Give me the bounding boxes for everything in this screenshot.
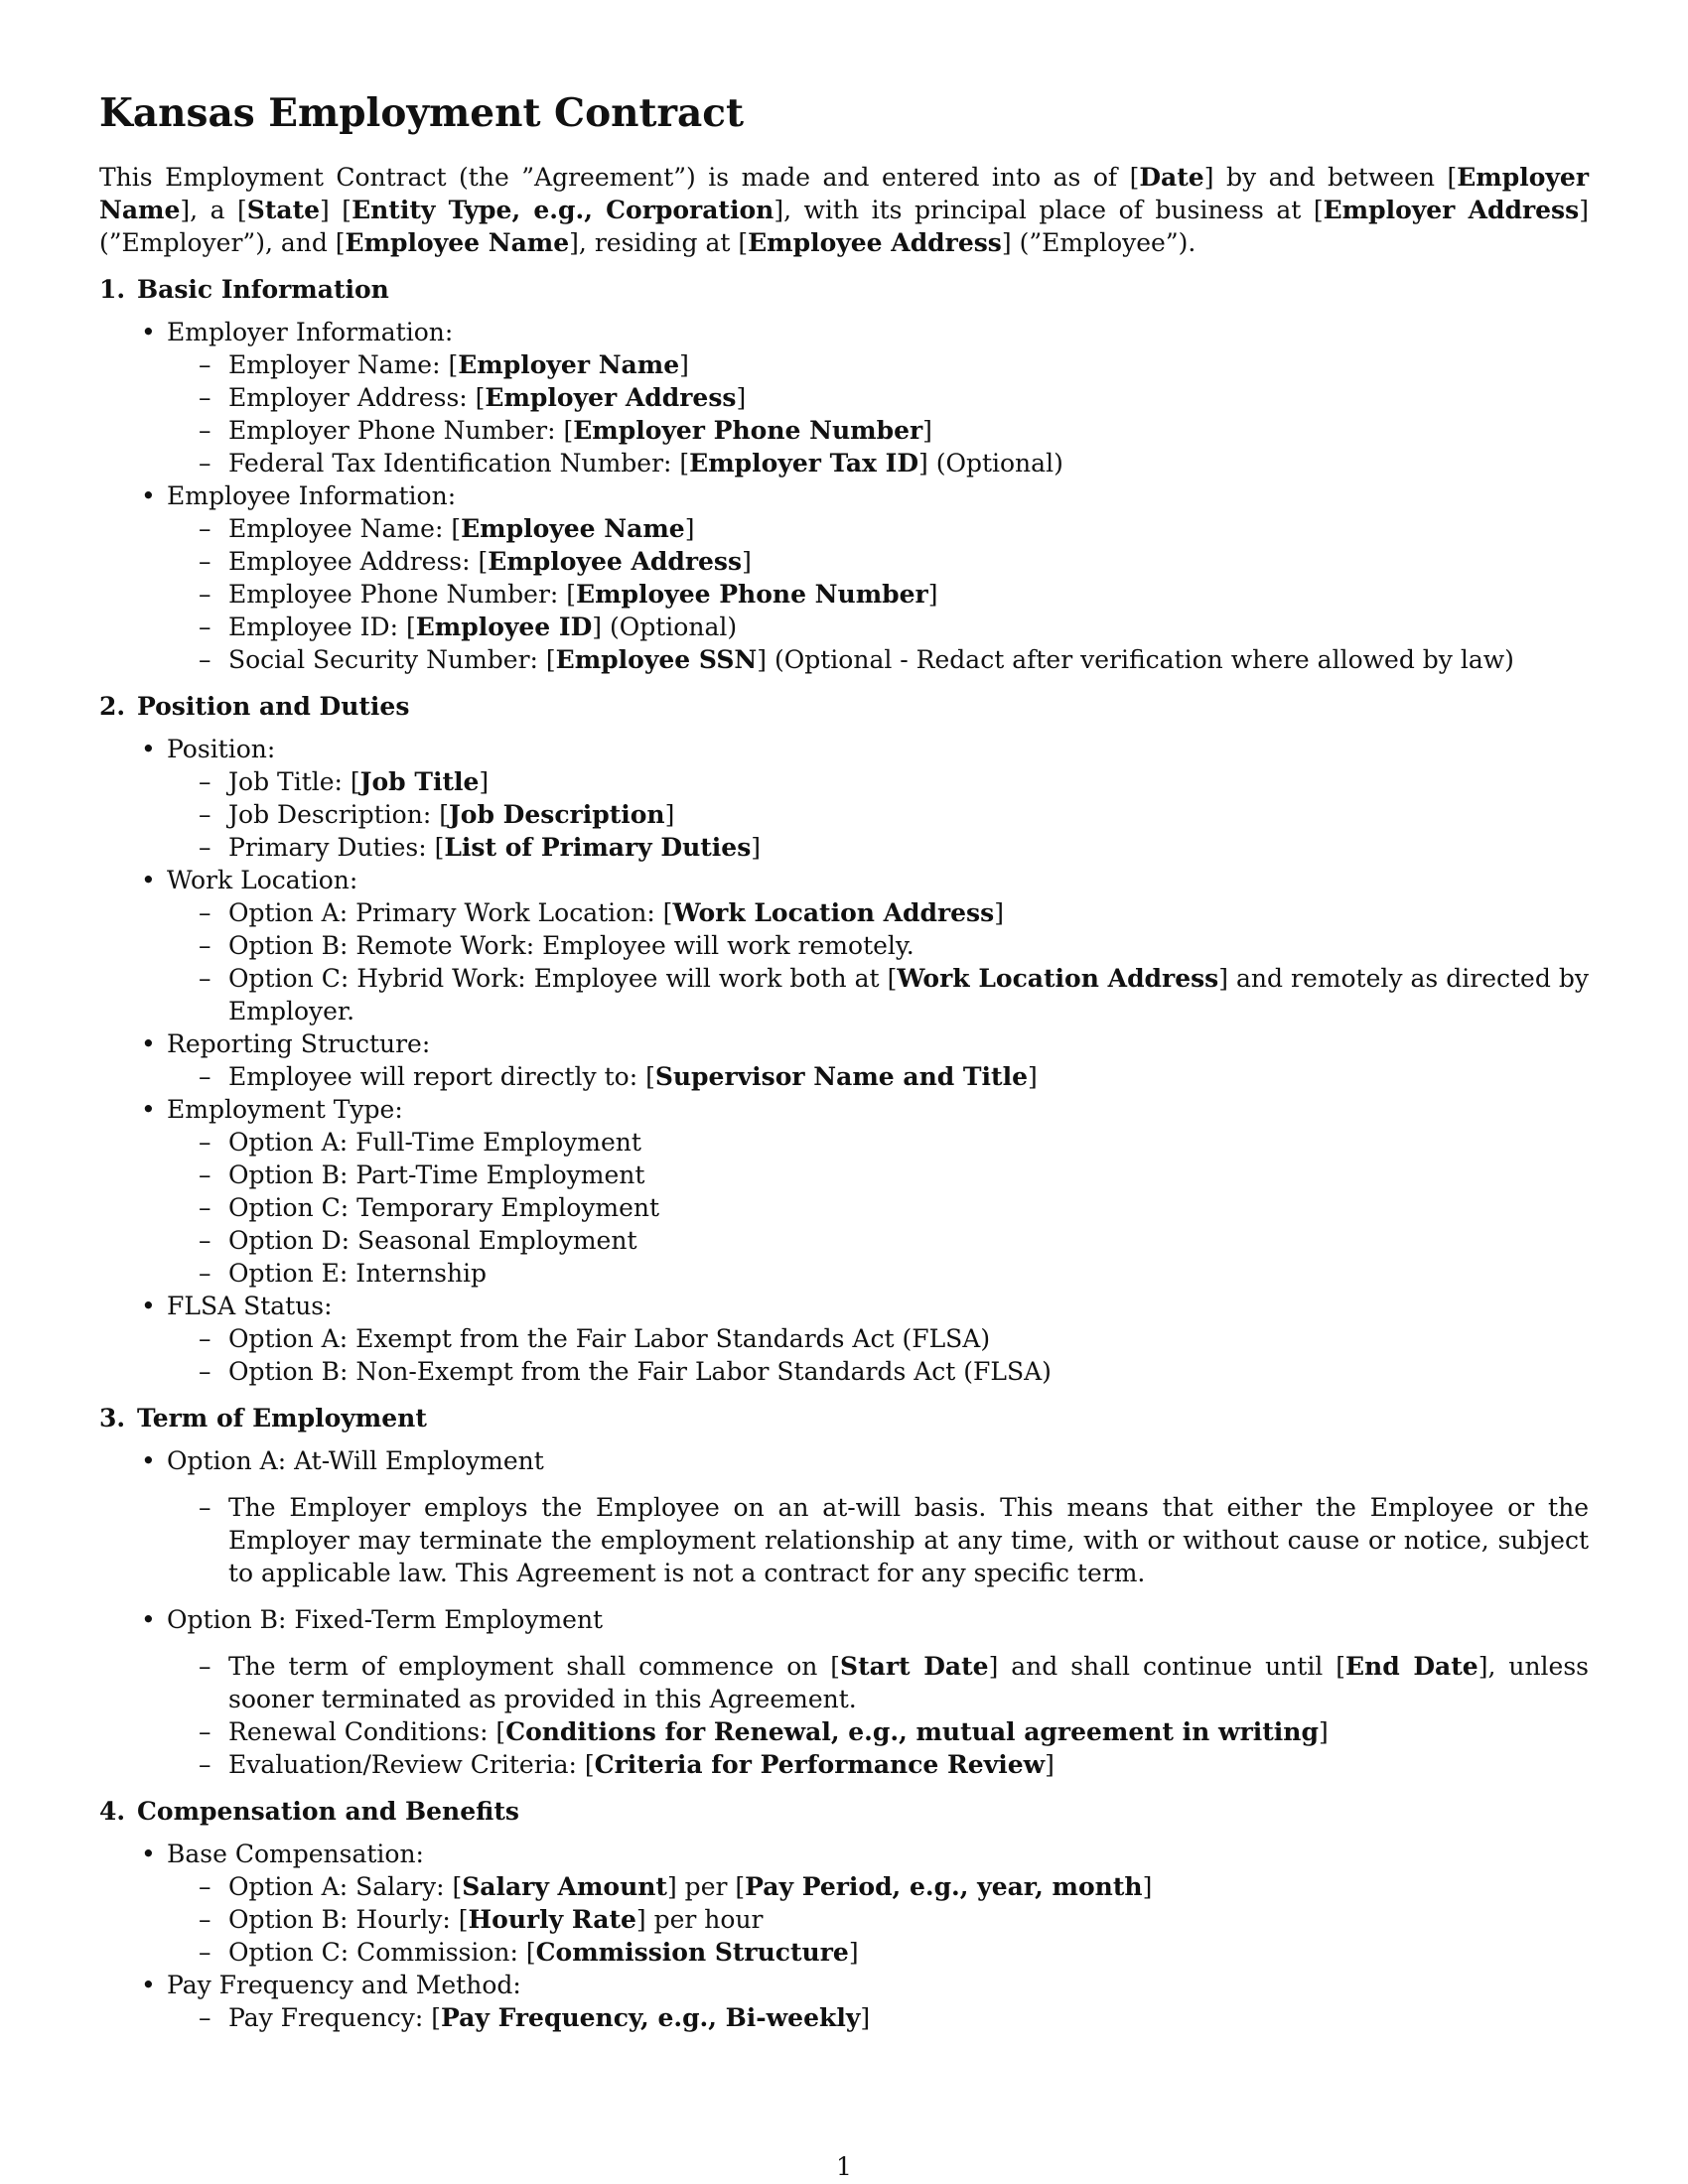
list-item: – Option C: Temporary Employment [228, 1191, 1589, 1224]
section-heading-compensation-and-benefits: 4. Compensation and Benefits [99, 1797, 519, 1826]
list-item: • Position: – Job Title: [Job Title] – Job Description: [Job Description] – Primary Duties: [List of Primary Duties] [167, 733, 1589, 864]
section-2-list [99, 733, 1589, 1388]
list-item: – Option A: Full-Time Employment [228, 1126, 1589, 1159]
list-item: – Evaluation/Review Criteria: [Criteria for Performance Review] [228, 1748, 1589, 1781]
list-item: – Option A: Primary Work Location: [Work Location Address] [228, 896, 1589, 929]
employee-address-placeholder: Employee Address [748, 228, 1002, 257]
list-item: – Employee Phone Number: [Employee Phone Number] [228, 578, 1589, 611]
list-item: • FLSA Status: – Option A: Exempt from the Fair Labor Standards Act (FLSA) – Option B: Non-Exempt from the Fair Labor Standards Act (FLSA) [167, 1290, 1589, 1388]
list-item: – Employee ID: [Employee ID] (Optional) [228, 611, 1589, 643]
list-item: – Renewal Conditions: [Conditions for Renewal, e.g., mutual agreement in writing] [228, 1715, 1589, 1748]
list-item: • Work Location: – Option A: Primary Work Location: [Work Location Address] – Option B: Remote Work: Employee will work remotely. – Option C: Hybrid Work: Employee will work both at [Work Location Address] and remotely as directed by Employer. [167, 864, 1589, 1027]
section-1-list [99, 316, 1589, 676]
list-item: – The Employer employs the Employee on an at-will basis. This means that either the Employee or the Employer may terminate the employment relationship at any time, with or without cause or notice, subject to applicable law. This Agreement is not a contract for any specific term. [228, 1491, 1589, 1589]
date-placeholder: Date [1139, 163, 1204, 192]
list-item: – Job Description: [Job Description] [228, 798, 1589, 831]
employer-address-placeholder: Employer Address [1323, 196, 1580, 224]
document-page [99, 89, 1589, 2042]
list-item: – Option B: Non-Exempt from the Fair Labor Standards Act (FLSA) [228, 1355, 1589, 1388]
list-item: – Employee will report directly to: [Supervisor Name and Title] [228, 1060, 1589, 1093]
list-item: – Employer Address: [Employer Address] [228, 381, 1589, 414]
list-item: – Employee Name: [Employee Name] [228, 512, 1589, 545]
list-item: – Primary Duties: [List of Primary Duties] [228, 831, 1589, 864]
list-item: • Option A: At-Will Employment – The Employer employs the Employee on an at-will basis. This means that either the Employee or the Employer may terminate the employment relationship at any time, with or without cause or notice, subject to applicable law. This Agreement is not a contract for any specific term. [167, 1444, 1589, 1589]
employer-name-placeholder: Employer Name [99, 163, 1589, 224]
list-item: • Employment Type: – Option A: Full-Time Employment – Option B: Part-Time Employment – Option C: Temporary Employment – Option D: Seasonal Employment – Option E: Internship [167, 1093, 1589, 1290]
list-item: – Option E: Internship [228, 1257, 1589, 1290]
list-item: • Employee Information: – Employee Name: [Employee Name] – Employee Address: [Employee Address] – Employee Phone Number: [Employee Phone Number] – Employee ID: [Employee ID] (Optional) – Social Security Number: [Employee SSN] (Optional - Redact after verification where allowed by law) [167, 479, 1589, 676]
document-title: Kansas Employment Contract [99, 90, 745, 136]
list-item: – Option B: Remote Work: Employee will work remotely. [228, 929, 1589, 962]
employee-name-placeholder: Employee Name [345, 228, 570, 257]
list-item: – Option A: Exempt from the Fair Labor Standards Act (FLSA) [228, 1322, 1589, 1355]
list-item: – Option B: Part-Time Employment [228, 1159, 1589, 1191]
list-item: – Job Title: [Job Title] [228, 765, 1589, 798]
list-item: – Option C: Hybrid Work: Employee will work both at [Work Location Address] and remotely as directed by Employer. [228, 962, 1589, 1027]
list-item: – Employee Address: [Employee Address] [228, 545, 1589, 578]
section-heading-basic-information: 1. Basic Information [99, 275, 389, 304]
entity-type-placeholder: Entity Type, e.g., Corporation [352, 196, 774, 224]
state-placeholder: State [246, 196, 321, 224]
list-item: • Employer Information: – Employer Name: [Employer Name] – Employer Address: [Employer Address] – Employer Phone Number: [Employer Phone Number] – Federal Tax Identification Number: [Employer Tax ID] (Optional) [167, 316, 1589, 479]
section-4-list [99, 1838, 1589, 2034]
section-3-list [99, 1444, 1589, 1781]
list-item: – Employer Name: [Employer Name] [228, 348, 1589, 381]
list-item: – Option C: Commission: [Commission Structure] [228, 1936, 1589, 1969]
section-heading-position-and-duties: 2. Position and Duties [99, 692, 410, 721]
list-item: • Base Compensation: – Option A: Salary: [Salary Amount] per [Pay Period, e.g., year, month] – Option B: Hourly: [Hourly Rate] per hour – Option C: Commission: [Commission Structure] [167, 1838, 1589, 1969]
section-heading-term-of-employment: 3. Term of Employment [99, 1404, 427, 1433]
list-item: – Option D: Seasonal Employment [228, 1224, 1589, 1257]
list-item: • Reporting Structure: – Employee will report directly to: [Supervisor Name and Title] [167, 1027, 1589, 1093]
list-item: – Option A: Salary: [Salary Amount] per [Pay Period, e.g., year, month] [228, 1870, 1589, 1903]
list-item: – Employer Phone Number: [Employer Phone Number] [228, 414, 1589, 447]
list-item: – The term of employment shall commence on [Start Date] and shall continue until [End Date], unless sooner terminated as provided in this Agreement. [228, 1650, 1589, 1715]
list-item: – Option B: Hourly: [Hourly Rate] per hour [228, 1903, 1589, 1936]
page-number: 1 [836, 2152, 852, 2181]
list-item: • Pay Frequency and Method: – Pay Frequency: [Pay Frequency, e.g., Bi-weekly] [167, 1969, 1589, 2034]
list-item: – Pay Frequency: [Pay Frequency, e.g., Bi-weekly] [228, 2001, 1589, 2034]
list-item: – Federal Tax Identification Number: [Employer Tax ID] (Optional) [228, 447, 1589, 479]
list-item: – Social Security Number: [Employee SSN] (Optional - Redact after verification where allowed by law) [228, 643, 1589, 676]
intro-paragraph: This Employment Contract (the ”Agreement”) is made and entered into as of [Date] by and between [Employer Name], a [State] [Entity Type, e.g., Corporation], with its principal place of business at [Employer Address] (”Employer”), and [Employee Name], residing at [Employee Address] (”Employee”). [99, 163, 1589, 257]
list-item: • Option B: Fixed-Term Employment – The term of employment shall commence on [Start Date] and shall continue until [End Date], unless sooner terminated as provided in this Agreement. – Renewal Conditions: [Conditions for Renewal, e.g., mutual agreement in writing] – Evaluation/Review Criteria: [Criteria for Performance Review] [167, 1603, 1589, 1781]
